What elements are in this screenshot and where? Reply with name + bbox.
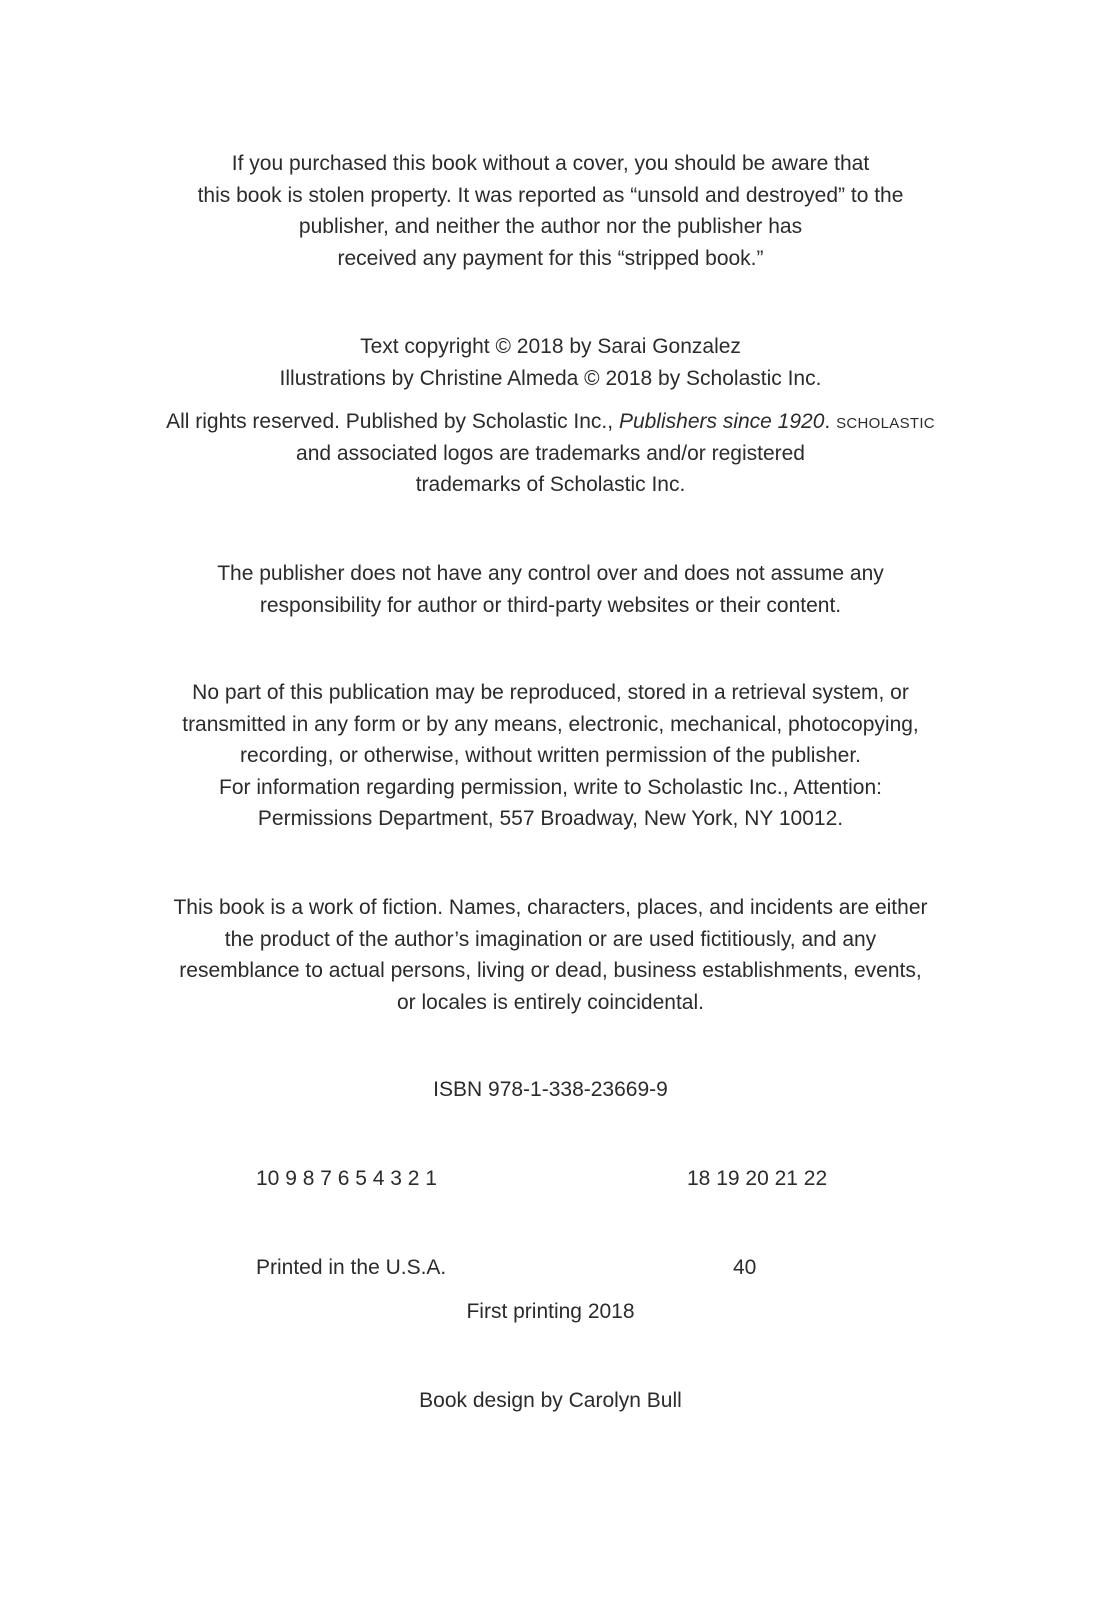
reproduction-line: recording, or otherwise, without written permission of the publisher. bbox=[240, 744, 861, 767]
isbn bbox=[0, 1074, 1101, 1106]
reproduction-line: For information regarding permission, write to Scholastic Inc., Attention: bbox=[219, 775, 882, 799]
fiction-line: resemblance to actual persons, living or dead, business establishments, events, bbox=[179, 959, 922, 982]
reproduction-line: transmitted in any form or by any means, electronic, mechanical, photocopying, bbox=[182, 712, 919, 736]
reproduction-notice bbox=[0, 677, 1101, 835]
text-copyright: Text copyright © 2018 by Sarai Gonzalez bbox=[360, 335, 741, 358]
websites-notice bbox=[0, 558, 1101, 621]
fiction-notice bbox=[0, 892, 1101, 1018]
rights-prefix: All rights reserved. Published by Scholastic Inc., bbox=[166, 410, 619, 433]
rights-line bbox=[0, 406, 1101, 438]
rights-block bbox=[0, 406, 1101, 501]
copyright-block bbox=[0, 331, 1101, 394]
fiction-line: or locales is entirely coincidental. bbox=[397, 990, 704, 1014]
illustrations-copyright: Illustrations by Christine Almeda © 2018 by Scholastic Inc. bbox=[279, 366, 822, 390]
first-printing-line: First printing 2018 bbox=[466, 1300, 635, 1323]
notice-line: received any payment for this “stripped book.” bbox=[337, 246, 764, 270]
notice-line: this book is stolen property. It was reported as “unsold and destroyed” to the bbox=[197, 183, 904, 207]
websites-line: The publisher does not have any control over and does not assume any bbox=[217, 562, 884, 585]
scholastic-trademark: SCHOLASTIC bbox=[836, 415, 935, 432]
design-credit-line: Book design by Carolyn Bull bbox=[419, 1389, 682, 1412]
print-line-numbers: 10 9 8 7 6 5 4 3 2 1 bbox=[256, 1167, 437, 1190]
fiction-line: the product of the author’s imagination or are used fictitiously, and any bbox=[224, 927, 877, 951]
reproduction-line: Permissions Department, 557 Broadway, New York, NY 10012. bbox=[257, 807, 844, 830]
rights-separator: . bbox=[824, 410, 837, 433]
isbn-line: ISBN 978-1-338-23669-9 bbox=[433, 1078, 668, 1101]
reproduction-line: No part of this publication may be reproduced, stored in a retrieval system, or bbox=[192, 681, 909, 704]
rights-line: and associated logos are trademarks and/or registered bbox=[296, 441, 805, 465]
printer-code: 40 bbox=[733, 1256, 757, 1279]
websites-line: responsibility for author or third-party websites or their content. bbox=[259, 593, 842, 617]
publishers-since: Publishers since 1920 bbox=[618, 410, 825, 433]
stripped-book-notice bbox=[0, 148, 1101, 274]
first-printing bbox=[0, 1296, 1101, 1328]
design-credit bbox=[0, 1385, 1101, 1417]
printed-in-country: Printed in the U.S.A. bbox=[256, 1256, 447, 1279]
print-line-years: 18 19 20 21 22 bbox=[687, 1167, 828, 1190]
fiction-line: This book is a work of fiction. Names, characters, places, and incidents are either bbox=[173, 896, 928, 919]
notice-line: publisher, and neither the author nor the publisher has bbox=[298, 215, 803, 238]
rights-line: trademarks of Scholastic Inc. bbox=[415, 473, 686, 496]
notice-line: If you purchased this book without a cover, you should be aware that bbox=[231, 152, 870, 175]
